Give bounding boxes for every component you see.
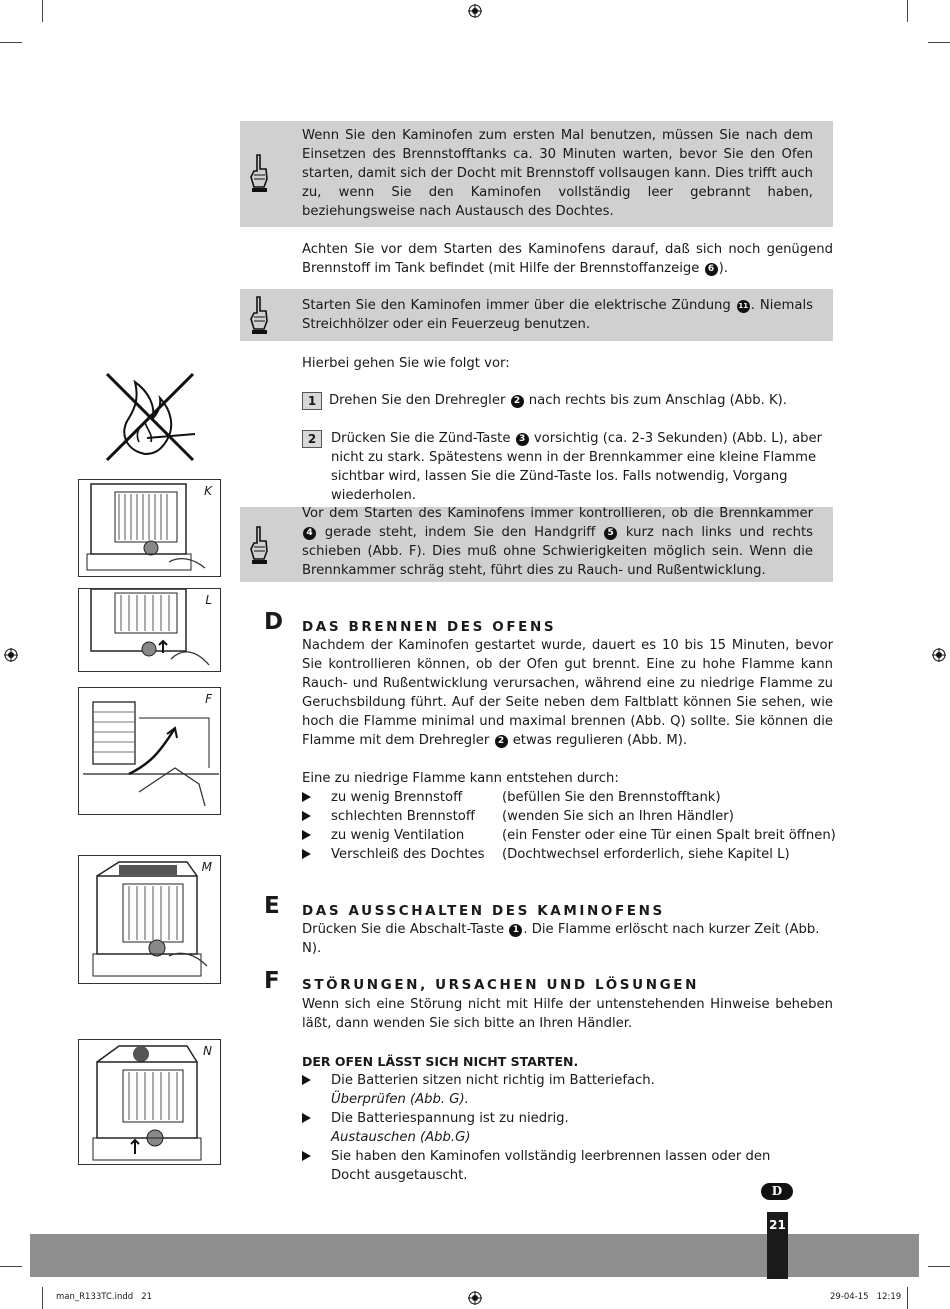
bullet-arrow-icon — [302, 1151, 311, 1161]
fuel-check-paragraph — [302, 240, 833, 278]
figure-label: M — [201, 860, 212, 874]
pointing-hand-icon — [248, 153, 270, 193]
note-text — [302, 296, 813, 334]
figure-label: K — [204, 484, 212, 498]
crop-mark — [907, 1287, 908, 1309]
figure-f — [78, 687, 221, 815]
section-letter-f: F — [264, 968, 280, 994]
bullet-arrow-icon — [302, 849, 311, 859]
ref-number-icon: 2 — [495, 735, 508, 748]
step-number-1: 1 — [302, 392, 322, 410]
remedy-text: (Dochtwechsel erforderlich, siehe Kapitel L) — [502, 847, 790, 862]
note-text — [302, 504, 813, 580]
section-title-d: DAS BRENNEN DES OFENS — [302, 619, 557, 635]
page-number: 21 — [769, 1218, 786, 1232]
crop-mark — [42, 1287, 43, 1309]
remedy-text: (wenden Sie sich an Ihren Händler) — [502, 809, 734, 824]
bullet-arrow-icon — [302, 1075, 311, 1085]
text-part: Drücken Sie die Zünd-Taste — [331, 431, 515, 446]
text-part: vorsichtig (ca. 2-3 Sekunden) (Abb. L), aber nicht zu stark. Spätestens wenn in der Brennkammer eine kleine Flamme sichtbar wird, lassen Sie die Zünd-Taste los. Falls notwendig, Vorgang wiederholen. — [331, 431, 823, 503]
crop-mark — [0, 1266, 22, 1267]
text-part: gerade steht, indem Sie den Handgriff — [317, 525, 604, 540]
text-part: kurz nach links und rechts schieben (Abb. F). Dies muß ohne Schwierigkeiten möglich sein. Wenn die Brennkammer schräg steht, führt dies zu Rauch- und Rußentwicklung. — [302, 525, 813, 578]
low-flame-intro: Eine zu niedrige Flamme kann entstehen durch: — [302, 771, 619, 786]
bullet-arrow-icon — [302, 792, 311, 802]
section-title-f: STÖRUNGEN, URSACHEN UND LÖSUNGEN — [302, 977, 699, 993]
item-fix: Überprüfen (Abb. G). — [331, 1092, 469, 1107]
text-part: Achten Sie vor dem Starten des Kaminofens darauf, daß sich noch genügend Brennstoff im Tank befindet (mit Hilfe der Brennstoffanzeige — [302, 242, 833, 276]
ref-number-icon: 6 — [705, 263, 718, 276]
stove-dial-illustration — [79, 480, 220, 576]
section-f-subhead: DER OFEN LÄSST SICH NICHT STARTEN. — [302, 1054, 579, 1069]
bullet-arrow-icon — [302, 1113, 311, 1123]
registration-mark-icon — [468, 1291, 482, 1305]
step-2-text — [331, 429, 833, 505]
text-part: nach rechts bis zum Anschlag (Abb. K). — [524, 393, 787, 408]
stove-regulator-illustration — [79, 856, 220, 983]
section-d-body — [302, 636, 833, 750]
pointing-hand-icon — [248, 525, 270, 565]
crop-mark — [0, 42, 22, 43]
ref-number-icon: 11 — [737, 300, 750, 313]
print-file-info: man_R133TC.indd 21 — [56, 1292, 153, 1302]
ref-number-icon: 5 — [604, 527, 617, 540]
text-part: Drehen Sie den Drehregler — [329, 393, 510, 408]
registration-mark-icon — [932, 648, 946, 662]
list-item — [302, 1147, 802, 1185]
section-letter-e: E — [264, 893, 280, 919]
figure-n — [78, 1039, 221, 1165]
text-part: . Die Flamme erlöscht nach kurzer Zeit (Abb. N). — [302, 922, 820, 956]
stove-ignition-illustration — [79, 589, 220, 671]
crop-mark — [907, 0, 908, 22]
figure-label: N — [203, 1044, 212, 1058]
registration-mark-icon — [468, 4, 482, 18]
item-text: Die Batterien sitzen nicht richtig im Batteriefach. — [331, 1073, 655, 1088]
text-part: etwas regulieren (Abb. M). — [508, 733, 688, 748]
text-part: Starten Sie den Kaminofen immer über die elektrische Zündung — [302, 298, 736, 313]
note-text: Wenn Sie den Kaminofen zum ersten Mal benutzen, müssen Sie nach dem Einsetzen des Brennstofftanks ca. 30 Minuten warten, bevor Sie den Ofen starten, damit sich der Docht mit Brennstoff vollsaugen kann. Dies trifft auch zu, wenn Sie den Kaminofen vollständig leer gebrannt haben, beziehungsweise nach Austausch des Dochtes. — [302, 128, 813, 219]
pointing-hand-icon — [248, 295, 270, 335]
remedy-text: (befüllen Sie den Brennstofftank) — [502, 790, 721, 805]
crop-mark — [928, 1266, 950, 1267]
bullet-arrow-icon — [302, 811, 311, 821]
section-e-body — [302, 920, 833, 958]
list-item — [302, 1071, 833, 1109]
cause-text: Verschleiß des Dochtes — [331, 847, 485, 862]
text-part: ). — [718, 261, 728, 276]
steps-intro: Hierbei gehen Sie wie folgt vor: — [302, 356, 510, 371]
no-open-flame-icon — [105, 372, 197, 462]
crop-mark — [928, 42, 950, 43]
burner-handle-illustration — [79, 688, 220, 814]
print-date-info: 29-04-15 12:19 — [830, 1292, 902, 1302]
section-title-e: DAS AUSSCHALTEN DES KAMINOFENS — [302, 903, 665, 919]
ref-number-icon: 3 — [516, 433, 529, 446]
text-part: Nachdem der Kaminofen gestartet wurde, dauert es 10 bis 15 Minuten, bevor Sie kontrollieren können, ob der Ofen gut brennt. Eine zu hohe Flamme kann Rauch- und Rußentwicklung verursachen, während eine zu niedrige Flamme zu Geruchsbildung führt. Auf der Seite neben dem Faltblatt können Sie sehen, wie hoch die Flamme minimal und maximal brennen (Abb. Q) sollte. Sie können die Flamme mit dem Drehregler — [302, 638, 833, 748]
ref-number-icon: 4 — [303, 527, 316, 540]
language-badge: D — [761, 1183, 793, 1200]
cause-text: schlechten Brennstoff — [331, 809, 475, 824]
section-f-intro: Wenn sich eine Störung nicht mit Hilfe der untenstehenden Hinweise beheben läßt, dann wenden Sie sich bitte an Ihren Händler. — [302, 997, 833, 1031]
figure-label: L — [205, 593, 212, 607]
warning-note-ignition — [240, 289, 833, 341]
item-text: Sie haben den Kaminofen vollständig leerbrennen lassen oder den Docht ausgetauscht. — [331, 1149, 771, 1183]
cause-text: zu wenig Ventilation — [331, 828, 465, 843]
ref-number-icon: 1 — [509, 924, 522, 937]
figure-label: F — [205, 692, 212, 706]
list-item — [302, 1109, 833, 1147]
section-letter-d: D — [264, 609, 284, 635]
warning-note-first-use — [240, 121, 833, 227]
crop-mark — [42, 0, 43, 22]
step-1-text — [329, 391, 833, 410]
text-part: Drücken Sie die Abschalt-Taste — [302, 922, 509, 937]
text-part: Vor dem Starten des Kaminofens immer kontrollieren, ob die Brennkammer — [302, 506, 813, 521]
figure-k — [78, 479, 221, 577]
cause-text: zu wenig Brennstoff — [331, 790, 463, 805]
figure-m — [78, 855, 221, 984]
warning-note-burner-check — [240, 507, 833, 582]
step-number-2: 2 — [302, 430, 322, 448]
bullet-arrow-icon — [302, 830, 311, 840]
item-text: Die Batteriespannung ist zu niedrig. — [331, 1111, 569, 1126]
text-part: . Niemals Streichhölzer oder ein Feuerzeug benutzen. — [302, 298, 813, 332]
figure-l — [78, 588, 221, 672]
item-fix: Austauschen (Abb.G) — [331, 1130, 471, 1145]
remedy-text: (ein Fenster oder eine Tür einen Spalt breit öffnen) — [502, 828, 836, 843]
registration-mark-icon — [4, 648, 18, 662]
stove-shutoff-illustration — [79, 1040, 220, 1164]
ref-number-icon: 2 — [511, 395, 524, 408]
